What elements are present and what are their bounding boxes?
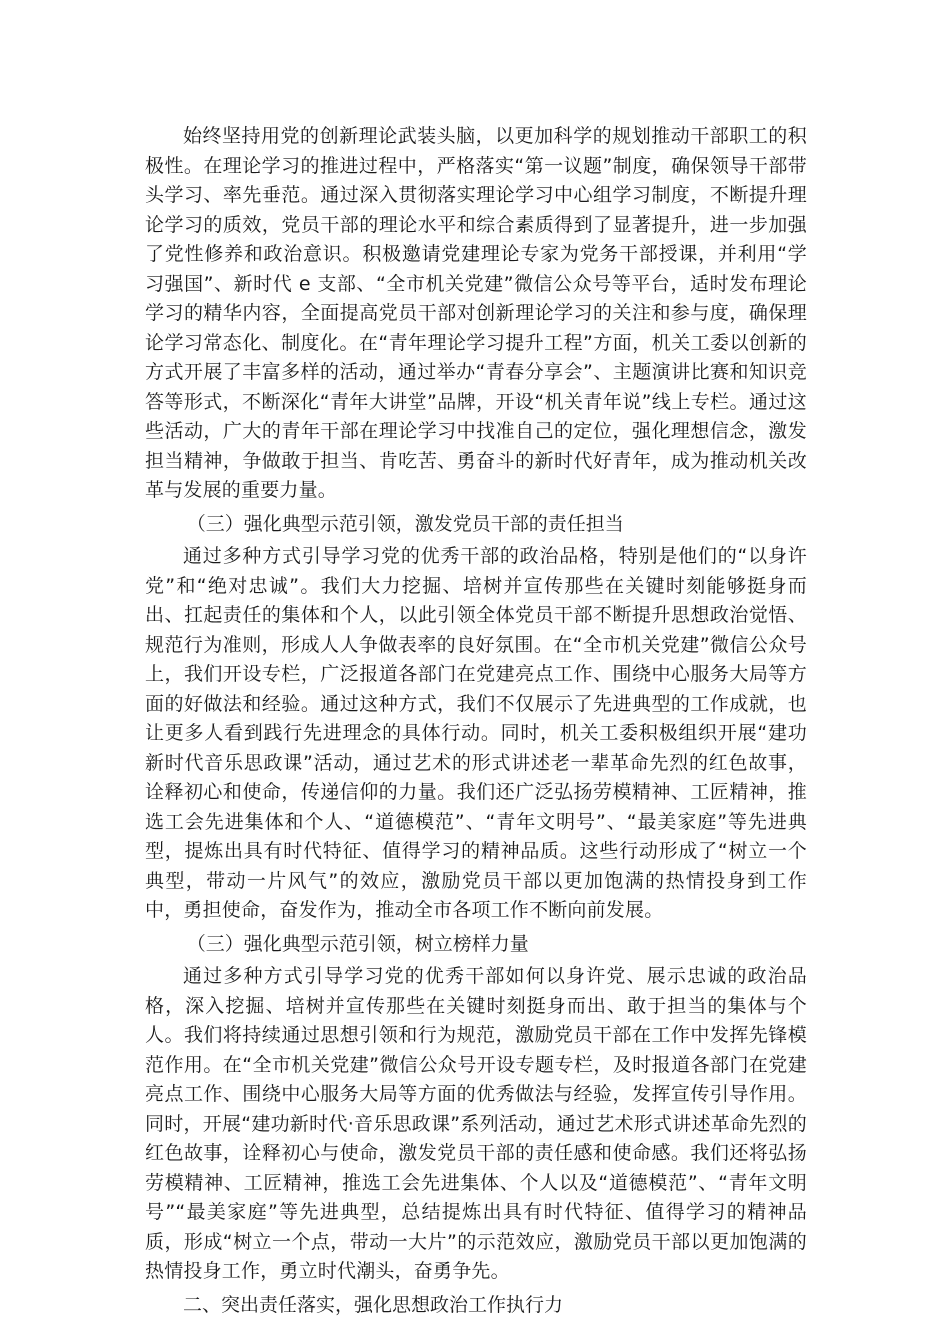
section-heading-responsibility: 二、突出责任落实，强化思想政治工作执行力 xyxy=(183,1293,564,1316)
document-page xyxy=(145,122,807,1323)
body-paragraph-role-model: 通过多种方式引导学习党的优秀干部如何以身许党、展示忠诚的政治品格，深入挖掘、培树并宣传那些在关键时刻挺身而出、敢于担当的集体与个人。我们将持续通过思想引领和行为规范，激励党员干部在工作中发挥先锋模范作用。在“全市机关党建”微信公众号开设专题专栏，及时报道各部门在党建亮点工作、围绕中心服务大局等方面的优秀做法与经验，发挥宣传引导作用。同时，开展“建功新时代·音乐思政课”系列活动，通过艺术形式讲述革命先烈的红色故事，诠释初心与使命，激发党员干部的责任感和使命感。我们还将弘扬劳模精神、工匠精神，推选工会先进集体、个人以及“道德模范”、“青年文明号”“最美家庭”等先进典型，总结提炼出具有时代特征、值得学习的精神品质，形成“树立一个点，带动一大片”的示范效应，激励党员干部以更加饱满的热情投身工作，勇立时代潮头，奋勇争先。 xyxy=(145,965,807,1282)
body-paragraph-theory-study: 始终坚持用党的创新理论武装头脑，以更加科学的规划推动干部职工的积极性。在理论学习的推进过程中，严格落实“第一议题”制度，确保领导干部带头学习、率先垂范。通过深入贯彻落实理论学习中心组学习制度，不断提升理论学习的质效，党员干部的理论水平和综合素质得到了显著提升，进一步加强了党性修养和政治意识。积极邀请党建理论专家为党务干部授课，并利用“学习强国”、新时代 e 支部、“全市机关党建”微信公众号等平台，适时发布理论学习的精华内容，全面提高党员干部对创新理论学习的关注和参与度，确保理论学习常态化、制度化。在“青年理论学习提升工程”方面，机关工委以创新的方式开展了丰富多样的活动，通过举办“青春分享会”、主题演讲比赛和知识竞答等形式，不断深化“青年大讲堂”品牌，开设“机关青年说”线上专栏。通过这些活动，广大的青年干部在理论学习中找准自己的定位，强化理想信念，激发担当精神，争做敢于担当、肯吃苦、勇奋斗的新时代好青年，成为推动机关改革与发展的重要力量。 xyxy=(145,125,807,501)
section-heading-role-model: （三）强化典型示范引领，树立榜样力量 xyxy=(186,932,529,955)
section-heading-typical-example: （三）强化典型示范引领，激发党员干部的责任担当 xyxy=(186,512,624,535)
body-paragraph-typical-example: 通过多种方式引导学习党的优秀干部的政治品格，特别是他们的“以身许党”和“绝对忠诚”。我们大力挖掘、培树并宣传那些在关键时刻能够挺身而出、扛起责任的集体和个人，以此引领全体党员干部不断提升思想政治觉悟、规范行为准则，形成人人争做表率的良好氛围。在“全市机关党建”微信公众号上，我们开设专栏，广泛报道各部门在党建亮点工作、围绕中心服务大局等方面的好做法和经验。通过这种方式，我们不仅展示了先进典型的工作成就，也让更多人看到践行先进理念的具体行动。同时，机关工委积极组织开展“建功新时代音乐思政课”活动，通过艺术的形式讲述老一辈革命先烈的红色故事，诠释初心和使命，传递信仰的力量。我们还广泛弘扬劳模精神、工匠精神，推选工会先进集体和个人、“道德模范”、“青年文明号”、“最美家庭”等先进典型，提炼出具有时代特征、值得学习的精神品质。这些行动形成了“树立一个典型，带动一片风气”的效应，激励党员干部以更加饱满的热情投身到工作中，勇担使命，奋发作为，推动全市各项工作不断向前发展。 xyxy=(145,545,807,921)
